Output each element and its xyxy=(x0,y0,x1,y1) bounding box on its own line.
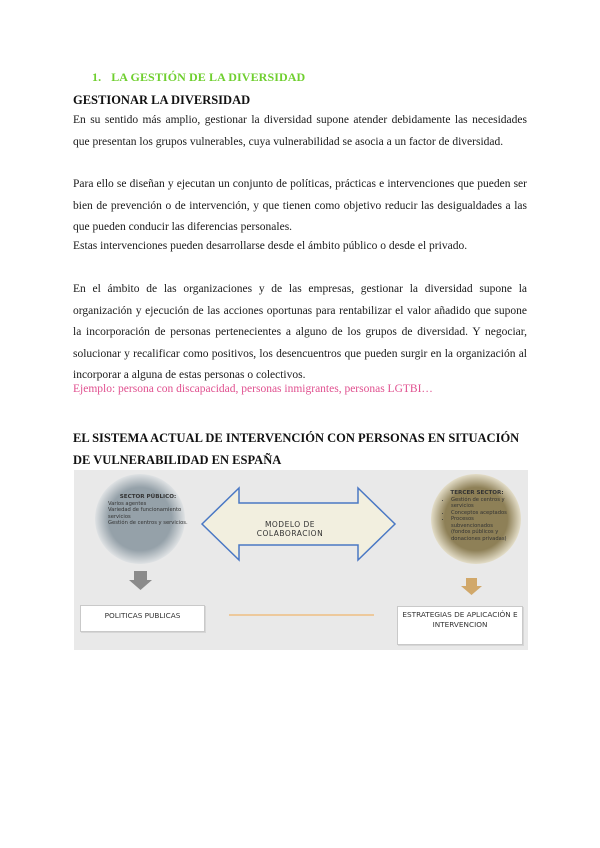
collaboration-label: MODELO DE COLABORACION xyxy=(256,520,324,538)
third-sector-text xyxy=(442,490,512,542)
section-title: LA GESTIÓN DE LA DIVERSIDAD xyxy=(111,70,306,84)
section-heading xyxy=(92,70,305,85)
third-sector-list xyxy=(442,497,512,543)
third-sector-item: • Conceptos aceptados xyxy=(451,510,512,517)
third-sector-item: • Gestión de centros y servicios xyxy=(451,497,512,510)
public-policies-box: POLITICAS PUBLICAS xyxy=(80,605,205,632)
example-text: Ejemplo: persona con discapacidad, personas inmigrantes, personas LGTBI… xyxy=(73,383,433,395)
public-sector-item: Varios agentes xyxy=(108,500,147,507)
down-arrow-left xyxy=(129,571,152,590)
paragraph-4: En el ámbito de las organizaciones y de las empresas, gestionar la diversidad supone la organización y ejecución de las acciones oportunas para rentabilizar el valor añadido que supone la incorporación de personas pertenecientes a alguno de los grupos de diversidad. Y negociar, solucionar y recalificar como positivos, los desencuentros que pueden surgir en la organización al incorporar a alguna de estas personas o colectivos. xyxy=(73,283,527,381)
section-number: 1. xyxy=(92,70,102,84)
public-sector-item: Variedad de funcionamiento servicios xyxy=(108,507,182,520)
down-arrow-right xyxy=(461,578,482,595)
paragraph-2: Para ello se diseñan y ejecutan un conjunto de políticas, prácticas e intervenciones que pueden ser bien de prevención o de intervención, y que tienen como objetivo reducir las desigualdades a las que pueden conducir las diferencias personales. xyxy=(73,178,527,233)
intervention-diagram xyxy=(74,470,528,650)
public-sector-item: Gestión de centros y servicios. xyxy=(108,520,188,526)
third-sector-item: • Procesos subvencionados (fondos públicos y donaciones privadas) xyxy=(451,516,512,542)
subheading: GESTIONAR LA DIVERSIDAD xyxy=(73,93,251,107)
public-sector-title: SECTOR PÚBLICO: xyxy=(119,494,177,500)
public-sector-text xyxy=(108,494,188,527)
strategies-box: ESTRATEGIAS DE APLICACIÓN E INTERVENCION xyxy=(397,606,523,645)
third-sector-title: TERCER SECTOR: xyxy=(450,490,504,496)
paragraph-1: En su sentido más amplio, gestionar la diversidad supone atender debidamente las necesidades que presentan los grupos vulnerables, cuya vulnerabilidad se asocia a un factor de diversidad. xyxy=(73,114,527,148)
paragraph-3: Estas intervenciones pueden desarrollarse desde el ámbito público o desde el privado. xyxy=(73,240,468,252)
figure-heading: EL SISTEMA ACTUAL DE INTERVENCIÓN CON PERSONAS EN SITUACIÓN DE VULNERABILIDAD EN ESPAÑA xyxy=(73,431,520,467)
